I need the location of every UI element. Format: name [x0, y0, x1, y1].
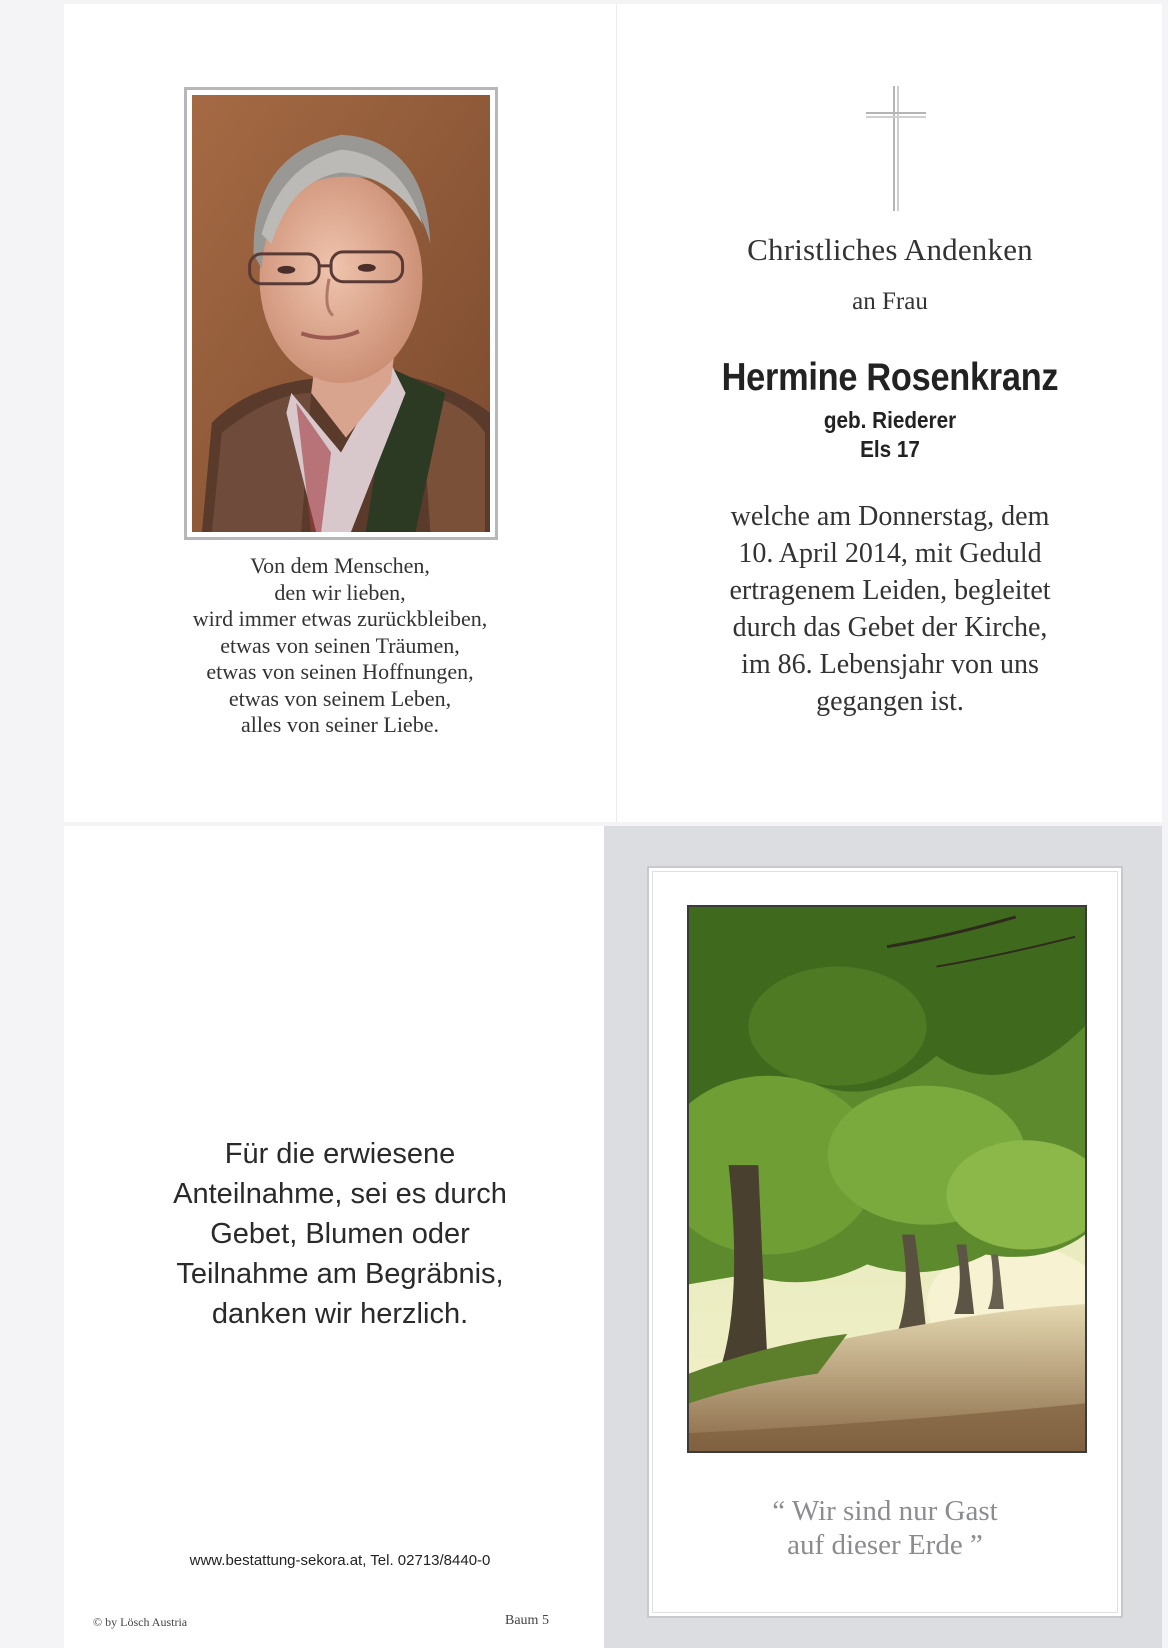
- thanks-line: Anteilnahme, sei es durch: [173, 1178, 507, 1210]
- cross-icon: [866, 86, 926, 211]
- poem-line: alles von seiner Liebe.: [241, 712, 439, 737]
- deceased-name: Hermine Rosenkranz: [721, 356, 1059, 399]
- thanks-text: [100, 1134, 580, 1334]
- address: Els 17: [860, 436, 920, 462]
- design-code: Baum 5: [505, 1613, 549, 1628]
- poem-line: etwas von seinen Hoffnungen,: [206, 659, 474, 684]
- thanks-line: Gebet, Blumen oder: [210, 1218, 470, 1250]
- copyright-notice: © by Lösch Austria: [93, 1615, 188, 1629]
- thanks-line: Teilnahme am Begräbnis,: [176, 1258, 504, 1290]
- obituary-line: ertragenem Leiden, begleitet: [729, 575, 1051, 606]
- obituary-line: durch das Gebet der Kirche,: [732, 612, 1048, 643]
- card-subtitle: an Frau: [852, 288, 928, 315]
- portrait-frame: [184, 87, 498, 540]
- funeral-home-contact: www.bestattung-sekora.at, Tel. 02713/8440-0: [189, 1552, 491, 1569]
- thanks-line: danken wir herzlich.: [211, 1298, 469, 1330]
- obituary-text: [660, 498, 1120, 720]
- portrait-photo: [192, 95, 490, 532]
- tree-avenue-photo: [687, 905, 1087, 1453]
- card-title: Christliches Andenken: [747, 232, 1033, 267]
- poem-line: etwas von seinem Leben,: [228, 685, 452, 711]
- memorial-poem: [100, 553, 580, 739]
- poem-line: Von dem Menschen,: [250, 553, 430, 578]
- thanks-line: Für die erwiesene: [224, 1138, 456, 1170]
- obituary-line: gegangen ist.: [816, 686, 964, 717]
- obituary-line: 10. April 2014, mit Geduld: [738, 538, 1042, 569]
- quote-text: [660, 1494, 1110, 1562]
- fold-line: [616, 4, 617, 822]
- poem-line: etwas von seinen Träumen,: [220, 632, 460, 658]
- quote-line: “ Wir sind nur Gast: [772, 1495, 998, 1527]
- poem-line: den wir lieben,: [274, 579, 406, 605]
- obituary-line: welche am Donnerstag, dem: [730, 501, 1050, 532]
- birth-name: geb. Riederer: [823, 407, 957, 433]
- quote-line: auf dieser Erde ”: [787, 1529, 983, 1561]
- obituary-line: im 86. Lebensjahr von uns: [741, 649, 1039, 680]
- poem-line: wird immer etwas zurückbleiben,: [192, 606, 488, 631]
